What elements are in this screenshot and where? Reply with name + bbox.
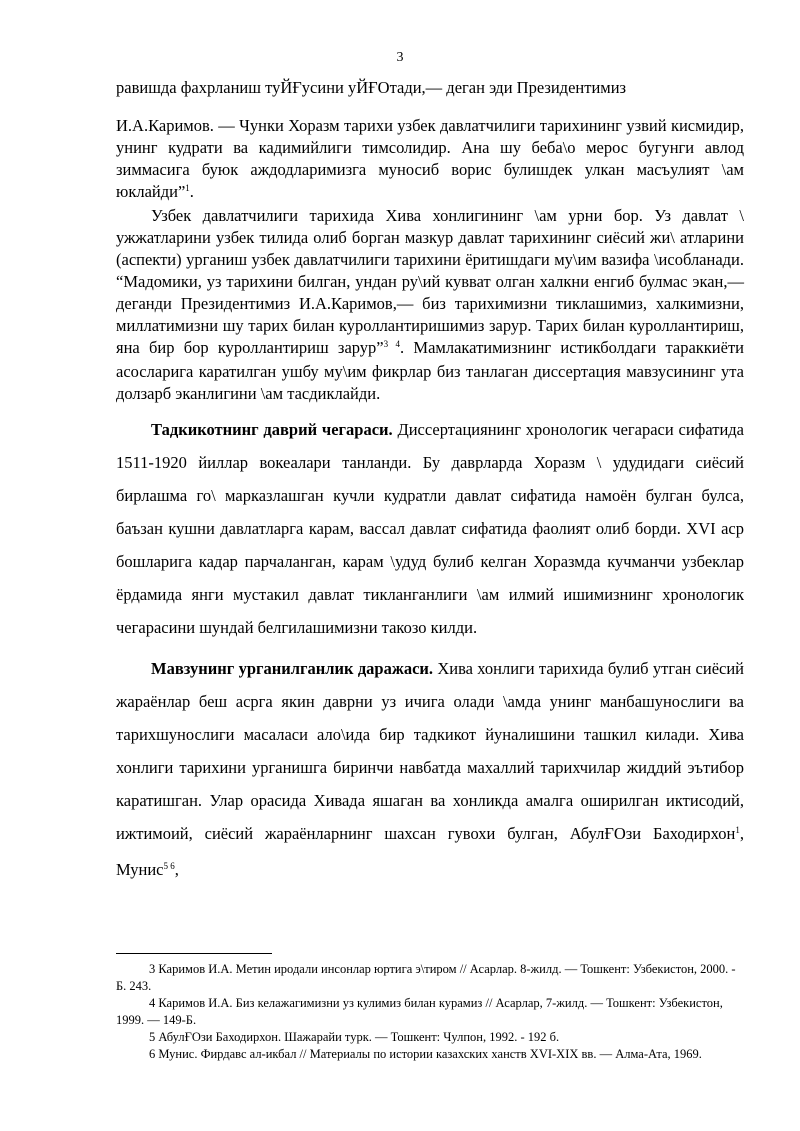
footnote-ref: 3 4 — [383, 339, 401, 349]
section-heading: Тадкикотнинг даврий чегараси. — [151, 420, 393, 439]
footnote-ref: 1 — [185, 183, 190, 193]
paragraph-text: И.А.Каримов. — Чунки Хоразм тарихи узбек давлатчилиги тарихининг узвий кисмидир, унинг кудрати ва кадимийлиги тимсолидир. Ана шу беба\о мерос бугунги авлод зиммасига буюк аждодларимизга муносиб ворис булишдек улкан масъулият \ам юклайди” — [116, 116, 744, 201]
footnote-ref: 5 6 — [163, 861, 175, 871]
paragraph-text: Хива хонлиги тарихида булиб утган сиёсий жараёнлар беш асрга якин даврни уз ичига олади \амда унинг манбашунослиги ва тарихшунослиги масаласи ало\ида бир тадкикот йуналишини ташкил килади. Хива хонлиги тарихини урганишга биринчи навбатда махаллий тарихчилар жиддий эътибор каратишган. Улар орасида Хивада яшаган ва хонликда амалга оширилган иктисодий, ижтимоий, сиёсий жараёнларнинг шахсан гувохи булган, АбулҒОзи Баходирхон — [116, 659, 745, 843]
paragraph-text: , Мунис — [116, 824, 744, 879]
paragraph-text: . Мамлакатимизнинг истикболдаги тараккиёти асосларига каратилган ушбу му\им фикрлар биз танлаган диссертация мавзусининг ута долзарб эканлигини \ам тасдиклайди. — [116, 338, 745, 403]
paragraph-quote-end — [116, 115, 744, 205]
footnote-ref: 1 — [735, 825, 740, 835]
page-number: 3 — [396, 50, 404, 65]
paragraph-text: . — [189, 182, 194, 201]
paragraph-text: , — [174, 860, 179, 879]
footnote-item: 5 АбулҒОзи Баходирхон. Шажарайи турк. — Тошкент: Чулпон, 1992. - 192 б. — [149, 1030, 560, 1044]
section-heading: Мавзунинг урганилганлик даражаси. — [151, 659, 434, 678]
paragraph-khiva — [116, 205, 744, 405]
paragraph-text: Узбек давлатчилиги тарихида Хива хонлигининг \ам урни бор. Уз давлат \ ужжатларини узбек тилида олиб борган мазкур давлат тарихининг сиёсий жи\ атларини (аспекти) урганиш узбек давлатчилиги тарихини ёритишдаги му\им вазифа \исобланади. “Мадомики, уз тарихини билган, ундан ру\ий кувват олган халкни енгиб булмас экан,— деганди Президентимиз И.А.Каримов,— биз тарихимизни тиклашимиз, халкимизни, миллатимизни шу тарих билан куроллантиришимиз зарур. Тарих билан куроллантириш, яна бир бор куроллантириш зарур” — [116, 206, 744, 357]
footnote-item: 3 Каримов И.А. Метин иродали инсонлар юртига э\тиром // Асарлар. 8-жилд. — Тошкент: Узбекистон, 2000. - Б. 243. — [116, 962, 736, 993]
paragraph-chronology — [116, 413, 744, 644]
paragraph-continuation — [116, 75, 744, 101]
footnote-separator — [116, 953, 272, 954]
footnotes — [116, 961, 744, 1063]
paragraph-historiography — [116, 652, 744, 889]
paragraph-text: Диссертациянинг хронологик чегараси сифатида 1511-1920 йиллар вокеалари танланди. Бу даврларда Хоразм \ удудидаги сиёсий бирлашма го\ марказлашган кучли кудратли давлат сифатида намоён булган булса, баъзан кушни давлатларга карам, вассал давлат сифатида фаолият олиб борди. XVI аср бошларига кадар парчаланган, карам \удуд булиб келган Хоразмда кучманчи узбеклар ёрдамида янги мустакил давлат тикланганлиги \ам илмий ишимизнинг хронологик чегарасини шундай белгилашимизни такозо килди. — [116, 420, 744, 637]
footnote-item: 6 Мунис. Фирдавс ал-икбал // Материалы по истории казахских ханств XVI-XIX вв. — Алма-Ата, 1969. — [149, 1047, 702, 1061]
paragraph-text: равишда фахрланиш туЙҒусини уЙҒОтади,— деган эди Президентимиз — [116, 78, 627, 97]
body-text — [116, 74, 744, 889]
footnote-item: 4 Каримов И.А. Биз келажагимизни уз кулимиз билан курамиз // Асарлар, 7-жилд. — Тошкент: Узбекистон, 1999. — 149-Б. — [116, 996, 723, 1027]
